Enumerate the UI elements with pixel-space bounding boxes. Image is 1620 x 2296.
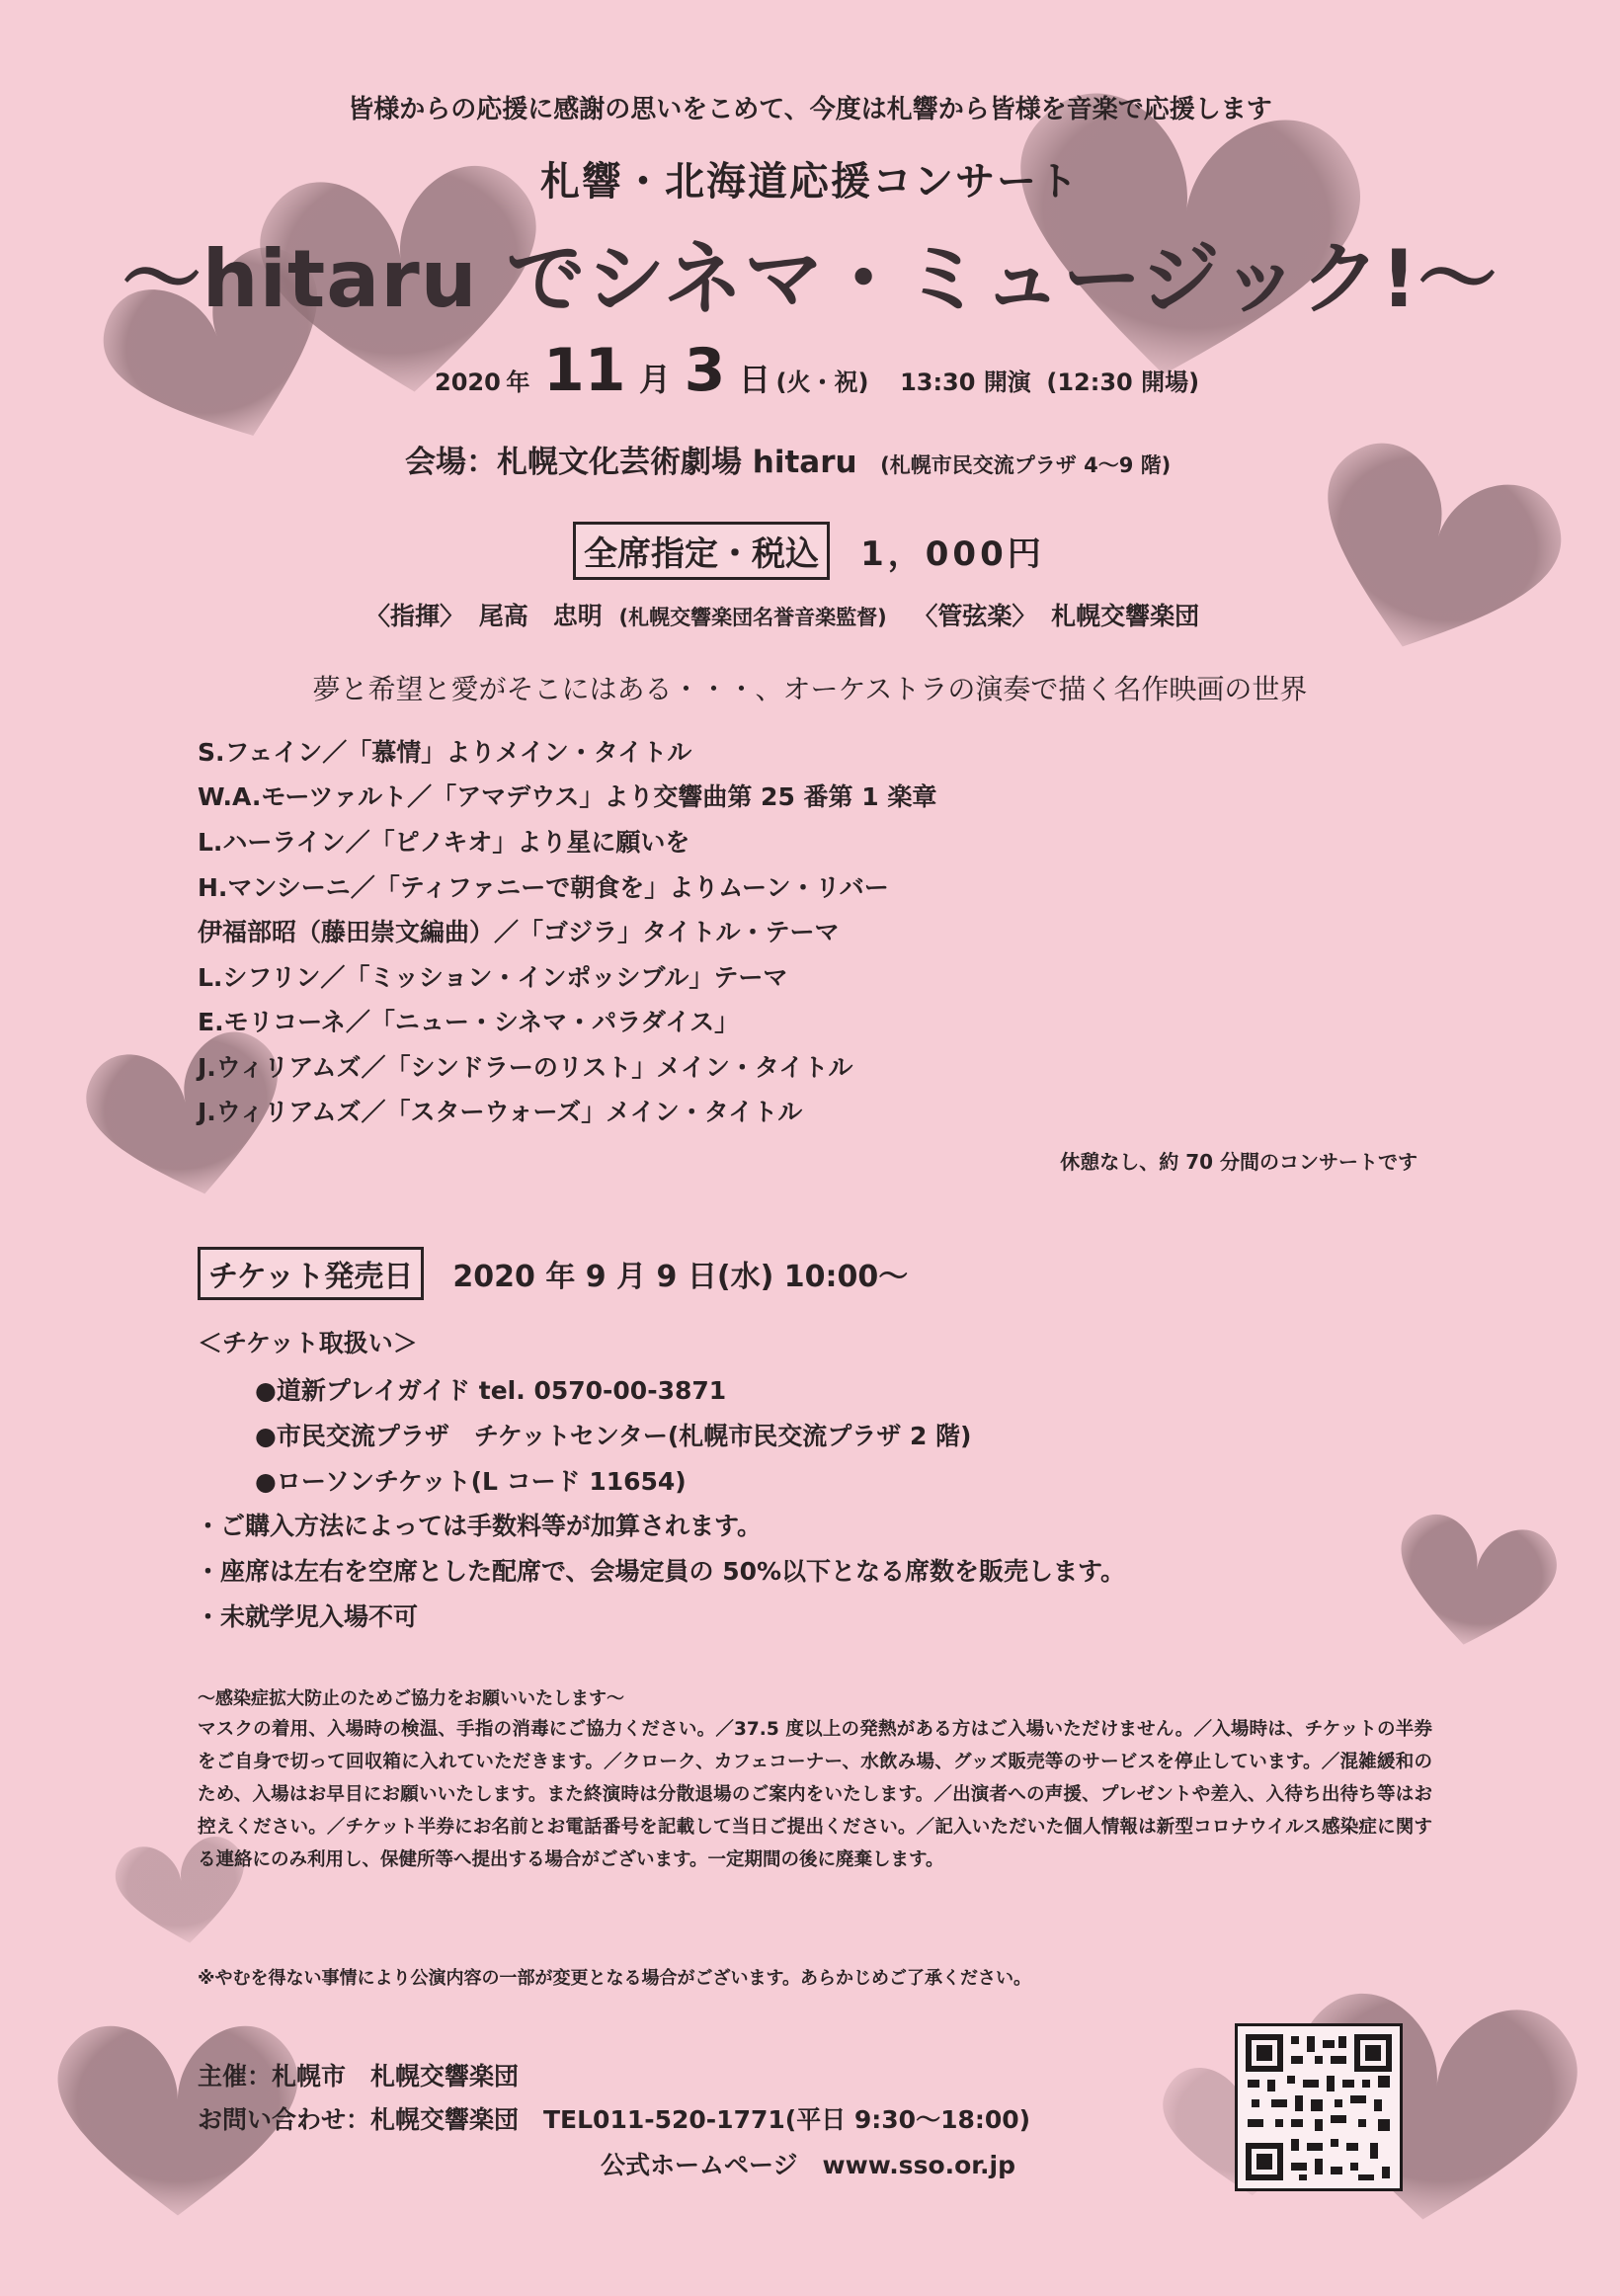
start-time: 13:30 開演 xyxy=(900,369,1031,396)
infection-notice-body: マスクの着用、入場時の検温、手指の消毒にご協力ください。／37.5 度以上の発熱がある方はご入場いただけません。／入場時は、チケットの半券をご自身で切って回収箱に入れていただきます。／クローク、カフェコーナー、水飲み場、グッズ販売等のサービスを停止しています。／混雑緩和のため、入場はお早目にお願いいたします。また終演時は分散退場のご案内をいたします。／出演者への声援、プレゼントや差入、入待ち出待ち等はお控えください。／チケット半券にお名前とお電話番号を記載して当日ご提出ください。／記入いただいた個人情報は新型コロナウイルス感染症に関する連絡にのみ利用し、保健所等へ提出する場合がございます。一定期間の後に廃棄します。 xyxy=(198,1719,1432,1870)
ticket-note: ・ご購入方法によっては手数料等が加算されます。 xyxy=(196,1512,763,1540)
qr-code-icon xyxy=(1238,2026,1400,2188)
program-item: J.ウィリアムズ／「シンドラーのリスト」メイン・タイトル xyxy=(198,1053,853,1082)
price-line xyxy=(573,522,1045,580)
date-day-unit: 日 xyxy=(738,361,770,398)
program-item: L.ハーライン／「ピノキオ」より星に願いを xyxy=(198,828,690,857)
subtitle: 札響・北海道応援コンサート xyxy=(540,159,1080,205)
venue-name: 会場：札幌文化芸術劇場 hitaru xyxy=(405,445,857,480)
program-item: E.モリコーネ／「ニュー・シネマ・パラダイス」 xyxy=(198,1008,740,1036)
orchestra-name: 札幌交響楽団 xyxy=(1051,602,1200,630)
venue-line xyxy=(405,437,1171,481)
organizer: 主催：札幌市 札幌交響楽団 xyxy=(198,2062,520,2091)
intro-text: 夢と希望と愛がそこにはある・・・、オーケストラの演奏で描く名作映画の世界 xyxy=(312,673,1308,705)
program-item: J.ウィリアムズ／「スターウォーズ」メイン・タイトル xyxy=(198,1098,803,1126)
orchestra-label: 〈管弦楽〉 xyxy=(913,602,1037,630)
performers-line xyxy=(365,597,1199,632)
program-item: S.フェイン／「慕情」よりメイン・タイトル xyxy=(198,738,692,767)
ticket-note: ・座席は左右を空席とした配席で、会場定員の 50%以下となる席数を販売します。 xyxy=(196,1557,1126,1586)
program-item: H.マンシーニ／「ティファニーで朝食を」よりムーン・リバー xyxy=(198,873,889,902)
price-value: 1，000円 xyxy=(860,534,1045,574)
qr-code[interactable] xyxy=(1235,2023,1403,2191)
doors-time: (12:30 開場) xyxy=(1046,369,1200,396)
ticket-outlet: ●ローソンチケット(L コード 11654) xyxy=(255,1467,687,1496)
date-month: 11 xyxy=(542,336,626,405)
ticket-sale-line xyxy=(198,1247,908,1300)
date-line xyxy=(435,336,1199,405)
infection-notice-title: ～感染症拡大防止のためご協力をお願いいたします～ xyxy=(198,1688,624,1709)
program-item: W.A.モーツァルト／「アマデウス」より交響曲第 25 番第 1 楽章 xyxy=(198,782,937,811)
tagline: 皆様からの応援に感謝の思いをこめて、今度は札響から皆様を音楽で応援します xyxy=(348,95,1272,124)
date-day: 3 xyxy=(684,336,726,405)
inquiry: お問い合わせ：札幌交響楽団 TEL011-520-1771(平日 9:30～18:00) xyxy=(198,2105,1031,2134)
date-weekday: (火・祝) xyxy=(775,369,869,396)
ticket-note: ・未就学児入場不可 xyxy=(196,1602,419,1631)
ticket-sale-date: 2020 年 9 月 9 日(水) 10:00～ xyxy=(452,1260,909,1294)
program-item: L.シフリン／「ミッション・インポッシブル」テーマ xyxy=(198,963,788,992)
main-title: ～hitaru でシネマ・ミュージック!～ xyxy=(122,233,1498,325)
price-label: 全席指定・税込 xyxy=(573,522,830,580)
program-item: 伊福部昭（藤田崇文編曲）／「ゴジラ」タイトル・テーマ xyxy=(198,918,840,946)
conductor-label: 〈指揮〉 xyxy=(365,602,465,630)
date-month-unit: 月 xyxy=(639,361,672,398)
conductor-note: (札幌交響楽団名誉音楽監督) xyxy=(618,606,887,629)
disclaimer: ※やむを得ない事情により公演内容の一部が変更となる場合がございます。あらかじめご了承ください。 xyxy=(198,1968,1032,1989)
ticket-outlet: ●道新プレイガイド tel. 0570-00-3871 xyxy=(255,1376,727,1405)
date-year-unit: 年 xyxy=(506,369,530,396)
date-year: 2020 xyxy=(435,369,501,396)
ticket-outlet: ●市民交流プラザ チケットセンター(札幌市民交流プラザ 2 階) xyxy=(255,1422,972,1450)
venue-note: (札幌市民交流プラザ 4～9 階) xyxy=(880,453,1172,477)
duration-note: 休憩なし、約 70 分間のコンサートです xyxy=(1060,1150,1418,1174)
conductor-name: 尾高 忠明 xyxy=(478,602,603,630)
ticket-sale-label: チケット発売日 xyxy=(198,1247,424,1300)
ticket-handling-label: ＜チケット取扱い＞ xyxy=(198,1329,418,1357)
homepage-link[interactable]: 公式ホームページ www.sso.or.jp xyxy=(601,2151,1016,2179)
